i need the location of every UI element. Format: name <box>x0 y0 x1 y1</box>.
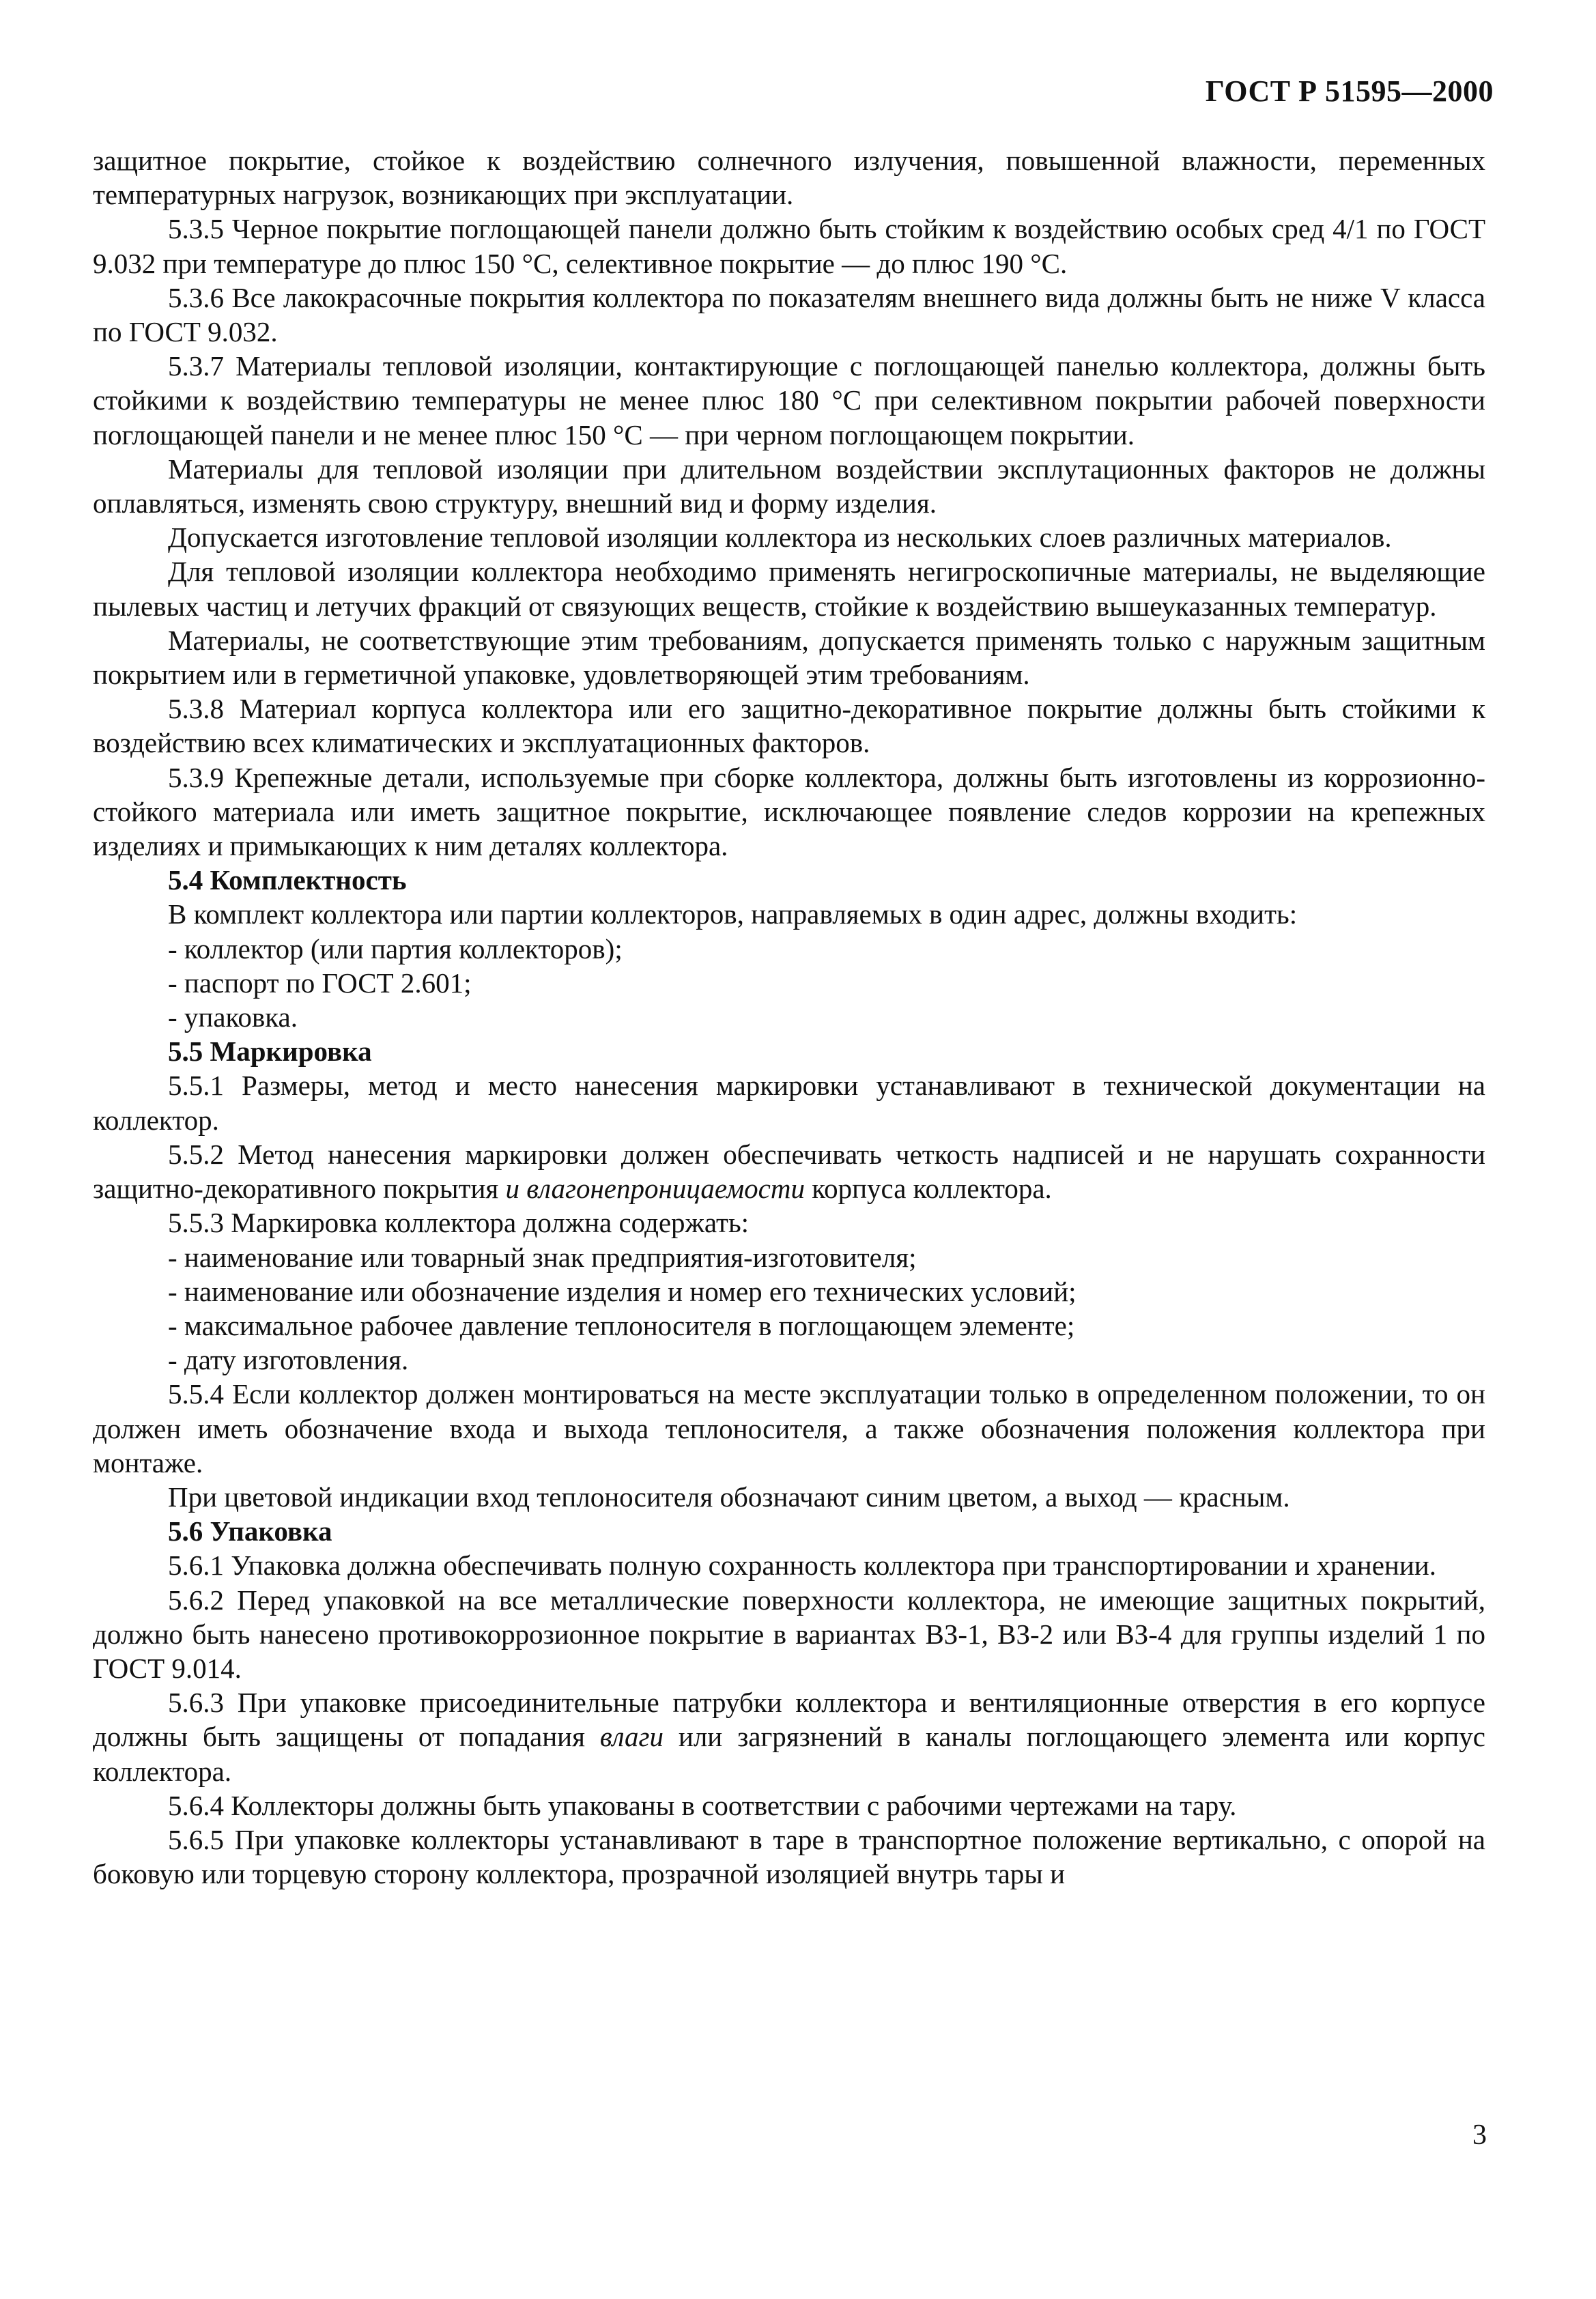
paragraph-5-5-4: 5.5.4 Если коллектор должен монтироваться на месте эксплуатации только в определенном положении, то он должен иметь обозначение входа и выхода теплоносителя, а также обозначения положения коллектора при монтаже. <box>93 1378 1485 1479</box>
list-item: - наименование или обозначение изделия и номер его технических условий; <box>168 1275 1077 1307</box>
paragraph-text: или загрязнений в каналы поглощающего элемента или корпус коллектора. <box>93 1721 1485 1787</box>
paragraph: защитное покрытие, стойкое к воздействию солнечного излучения, повышенной влажности, переменных температурных нагрузок, возникающих при эксплуатации. <box>93 145 1485 211</box>
paragraph-5-3-5: 5.3.5 Черное покрытие поглощающей панели должно быть стойким к воздействию особых сред 4/1 по ГОСТ 9.032 при температуре до плюс 150 °С, селективное покрытие — до плюс 190 °С. <box>93 213 1485 279</box>
paragraph-5-5-3: 5.5.3 Маркировка коллектора должна содержать: <box>168 1207 750 1239</box>
paragraph-5-6-5: 5.6.5 При упаковке коллекторы устанавливают в таре в транспортное положение вертикально, с опорой на боковую или торцевую сторону коллектора, прозрачной изоляцией внутрь тары и <box>93 1823 1485 1890</box>
paragraph-5-6-2: 5.6.2 Перед упаковкой на все металлические поверхности коллектора, не имеющие защитных покрытий, должно быть нанесено противокоррозионное покрытие в вариантах ВЗ-1, ВЗ-2 или ВЗ-4 для группы изделий 1 по ГОСТ 9.014. <box>93 1584 1485 1684</box>
document-standard-number: ГОСТ Р 51595—2000 <box>1205 74 1494 108</box>
italic-text: влаги <box>599 1721 664 1753</box>
list-item: - дату изготовления. <box>168 1344 409 1376</box>
document-body <box>93 143 1485 1891</box>
section-heading-5-6: 5.6 Упаковка <box>168 1515 332 1547</box>
paragraph: В комплект коллектора или партии коллекторов, направляемых в один адрес, должны входить: <box>168 898 1298 930</box>
list-item: - упаковка. <box>168 1001 298 1033</box>
section-heading-5-4: 5.4 Комплектность <box>168 864 407 896</box>
paragraph: Допускается изготовление тепловой изоляции коллектора из нескольких слоев различных материалов. <box>168 522 1392 554</box>
paragraph: Для тепловой изоляции коллектора необходимо применять негигроскопичные материалы, не выделяющие пылевых частиц и летучих фракций от связующих веществ, стойкие к воздействию вышеуказанных температур. <box>93 556 1485 622</box>
list-item: - коллектор (или партия коллекторов); <box>168 932 623 965</box>
paragraph-text: 5.6.3 При упаковке присоединительные патрубки коллектора и вентиляционные отверстия в его корпусе должны быть защищены от попадания <box>93 1687 1485 1753</box>
list-item: - максимальное рабочее давление теплоносителя в поглощающем элементе; <box>168 1309 1075 1341</box>
paragraph-text: 5.5.2 Метод нанесения маркировки должен обеспечивать четкость надписей и не нарушать сохранности защитно-декоративного покрытия <box>93 1138 1485 1205</box>
page-number: 3 <box>1472 2119 1487 2151</box>
paragraph-5-5-2 <box>93 1137 1485 1205</box>
paragraph-5-3-6: 5.3.6 Все лакокрасочные покрытия коллектора по показателям внешнего вида должны быть не ниже V класса по ГОСТ 9.032. <box>93 281 1485 348</box>
list-item: - паспорт по ГОСТ 2.601; <box>168 967 472 999</box>
paragraph: При цветовой индикации вход теплоносителя обозначают синим цветом, а выход — красным. <box>168 1481 1290 1513</box>
paragraph-text: корпуса коллектора. <box>804 1173 1052 1205</box>
paragraph: Материалы для тепловой изоляции при длительном воздействии эксплутационных факторов не должны оплавляться, изменять свою структуру, внешний вид и форму изделия. <box>93 453 1485 519</box>
paragraph-5-3-7: 5.3.7 Материалы тепловой изоляции, контактирующие с поглощающей панелью коллектора, должны быть стойкими к воздействию температуры не менее плюс 180 °С при селективном покрытии рабочей поверхности поглощающей панели и не менее плюс 150 °С — при черном поглощающем покрытии. <box>93 350 1485 451</box>
paragraph-5-5-1: 5.5.1 Размеры, метод и место нанесения маркировки устанавливают в технической документации на коллектор. <box>93 1070 1485 1136</box>
section-heading-5-5: 5.5 Маркировка <box>168 1036 372 1068</box>
paragraph-5-6-4: 5.6.4 Коллекторы должны быть упакованы в соответствии с рабочими чертежами на тару. <box>168 1789 1237 1821</box>
paragraph: Материалы, не соответствующие этим требованиям, допускается применять только с наружным защитным покрытием или в герметичной упаковке, удовлетворяющей этим требованиям. <box>93 624 1485 691</box>
italic-text: и влагонепроницаемости <box>505 1173 805 1205</box>
list-item: - наименование или товарный знак предприятия-изготовителя; <box>168 1241 917 1273</box>
paragraph-5-6-3 <box>93 1685 1485 1788</box>
paragraph-5-3-9: 5.3.9 Крепежные детали, используемые при сборке коллектора, должны быть изготовлены из коррозионно-стойкого материала или иметь защитное покрытие, исключающее появление следов коррозии на крепежных изделиях и примыкающих к ним деталях коллектора. <box>93 761 1485 862</box>
paragraph-5-3-8: 5.3.8 Материал корпуса коллектора или его защитно-декоративное покрытие должны быть стойкими к воздействию всех климатических и эксплуатационных факторов. <box>93 693 1485 759</box>
paragraph-5-6-1: 5.6.1 Упаковка должна обеспечивать полную сохранность коллектора при транспортировании и хранении. <box>168 1550 1436 1582</box>
